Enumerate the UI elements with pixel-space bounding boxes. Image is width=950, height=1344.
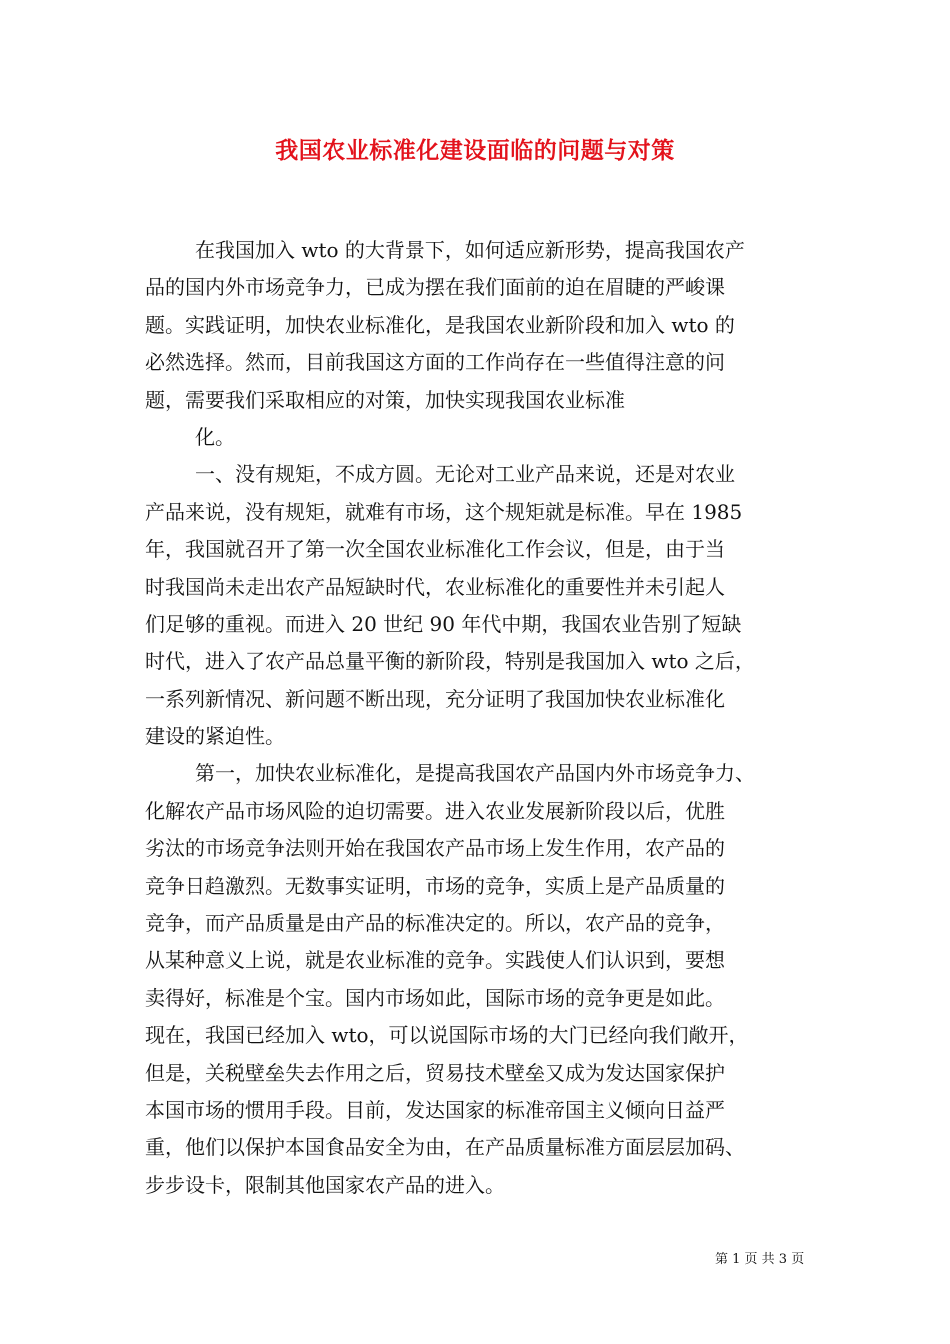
paragraph-line: 产品来说，没有规矩，就难有市场，这个规矩就是标准。早在 1985 bbox=[145, 499, 743, 524]
paragraph-line: 们足够的重视。而进入 20 世纪 90 年代中期，我国农业告别了短缺 bbox=[145, 611, 742, 636]
paragraph-line: 重，他们以保护本国食品安全为由，在产品质量标准方面层层加码、 bbox=[145, 1135, 745, 1160]
paragraph-line: 化。 bbox=[195, 424, 235, 449]
paragraph-line: 现在，我国已经加入 wto，可以说国际市场的大门已经向我们敞开， bbox=[145, 1023, 749, 1048]
paragraph-line: 品的国内外市场竞争力，已成为摆在我们面前的迫在眉睫的严峻课 bbox=[145, 275, 725, 300]
paragraph-line: 劣汰的市场竞争法则开始在我国农产品市场上发生作用，农产品的 bbox=[145, 836, 725, 861]
page-indicator: 第 1 页 共 3 页 bbox=[715, 1252, 805, 1267]
paragraph-line: 建设的紧迫性。 bbox=[145, 724, 285, 749]
paragraph-line: 年，我国就召开了第一次全国农业标准化工作会议，但是，由于当 bbox=[145, 537, 725, 562]
document-body bbox=[145, 232, 807, 1204]
paragraph-line: 步步设卡，限制其他国家农产品的进入。 bbox=[145, 1172, 505, 1197]
paragraph-line: 从某种意义上说，就是农业标准的竞争。实践使人们认识到，要想 bbox=[145, 948, 725, 973]
paragraph-line: 本国市场的惯用手段。目前，发达国家的标准帝国主义倾向日益严 bbox=[145, 1097, 725, 1122]
paragraph-line: 题。实践证明，加快农业标准化，是我国农业新阶段和加入 wto 的 bbox=[145, 312, 735, 337]
paragraph-line: 第一，加快农业标准化，是提高我国农产品国内外市场竞争力、 bbox=[195, 761, 755, 786]
paragraph-line: 时我国尚未走出农产品短缺时代，农业标准化的重要性并未引起人 bbox=[145, 574, 725, 599]
paragraph-line: 但是，关税壁垒失去作用之后，贸易技术壁垒又成为发达国家保护 bbox=[145, 1060, 725, 1085]
paragraph-line: 题，需要我们采取相应的对策，加快实现我国农业标准 bbox=[145, 387, 625, 412]
paragraph-line: 一、没有规矩，不成方圆。无论对工业产品来说，还是对农业 bbox=[195, 462, 735, 487]
paragraph-line: 一系列新情况、新问题不断出现，充分证明了我国加快农业标准化 bbox=[145, 686, 725, 711]
paragraph-line: 在我国加入 wto 的大背景下，如何适应新形势，提高我国农产 bbox=[195, 238, 745, 262]
document-title: 我国农业标准化建设面临的问题与对策 bbox=[275, 137, 675, 164]
paragraph-line: 卖得好，标准是个宝。国内市场如此，国际市场的竞争更是如此。 bbox=[145, 985, 725, 1010]
paragraph-line: 时代，进入了农产品总量平衡的新阶段，特别是我国加入 wto 之后， bbox=[145, 649, 755, 674]
paragraph-line: 竞争日趋激烈。无数事实证明，市场的竞争，实质上是产品质量的 bbox=[145, 873, 725, 898]
paragraph-line: 化解农产品市场风险的迫切需要。进入农业发展新阶段以后，优胜 bbox=[145, 798, 725, 823]
paragraph-line: 竞争，而产品质量是由产品的标准决定的。所以，农产品的竞争， bbox=[145, 911, 725, 936]
paragraph-line: 必然选择。然而，目前我国这方面的工作尚存在一些值得注意的问 bbox=[145, 350, 725, 375]
